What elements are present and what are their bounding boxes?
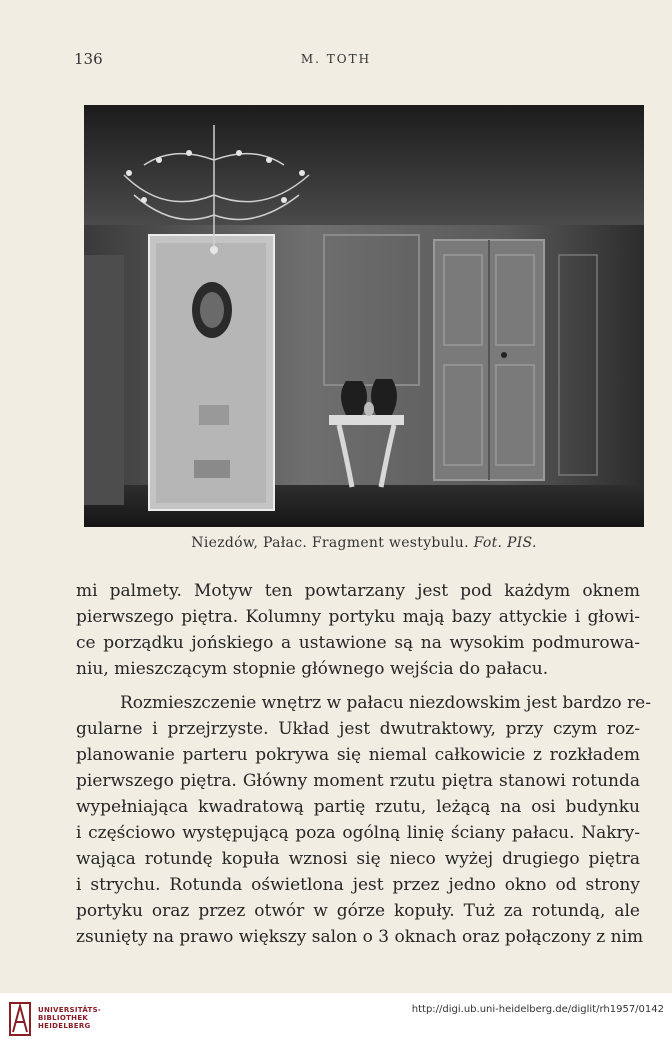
source-url-link[interactable]: http://digi.ub.uni-heidelberg.de/diglit/rh1957/0142 [411,1004,664,1015]
vestibule-photograph [84,105,644,527]
text-line: planowanie parteru pokrywa się niemal całkowicie z rozkładem [76,745,640,765]
logo-line: HEIDELBERG [38,1022,91,1030]
text-line: i częściowo występującą poza ogólną linię ściany pałacu. Nakry- [76,823,640,843]
text-line: zsunięty na prawo większy salon o 3 oknach oraz połączony z nim [76,927,644,947]
caption-main: Niezdów, Pałac. Fragment westybulu. [191,535,469,551]
library-logo-icon [9,1002,31,1036]
page-number: 136 [74,50,103,68]
logo-line: BIBLIOTHEK [38,1014,89,1022]
library-logo-text [38,1006,101,1030]
caption-credit: Fot. PIS. [473,535,537,551]
text-line: pierwszego piętra. Główny moment rzutu piętra stanowi rotunda [76,771,640,791]
text-line: wająca rotundę kopuła wznosi się nieco wyżej drugiego piętra [76,849,640,869]
text-line: wypełniająca kwadratową partię rzutu, leżącą na osi budynku [76,797,640,817]
logo-line: UNIVERSITÄTS- [38,1006,102,1014]
running-head: M. TOTH [300,52,372,66]
text-line: portyku oraz przez otwór w górze kopuły. Tuż za rotundą, ale [76,901,640,921]
text-line: Rozmieszczenie wnętrz w pałacu niezdowskim jest bardzo re- [120,693,651,713]
paragraph-1 [76,578,640,682]
text-line: i strychu. Rotunda oświetlona jest przez jedno okno od strony [76,875,640,895]
text-line: ce porządku jońskiego a ustawione są na wysokim podmurowa- [76,633,640,653]
text-line: pierwszego piętra. Kolumny portyku mają bazy attyckie i głowi- [76,607,640,627]
paragraph-2 [76,690,651,950]
figure-caption [84,535,644,551]
text-line: mi palmety. Motyw ten powtarzany jest pod każdym oknem [76,581,640,601]
body-text [76,578,651,950]
text-line: niu, mieszczącym stopnie głównego wejścia do pałacu. [76,659,549,679]
text-line: gularne i przejrzyste. Układ jest dwutraktowy, przy czym roz- [76,719,640,739]
